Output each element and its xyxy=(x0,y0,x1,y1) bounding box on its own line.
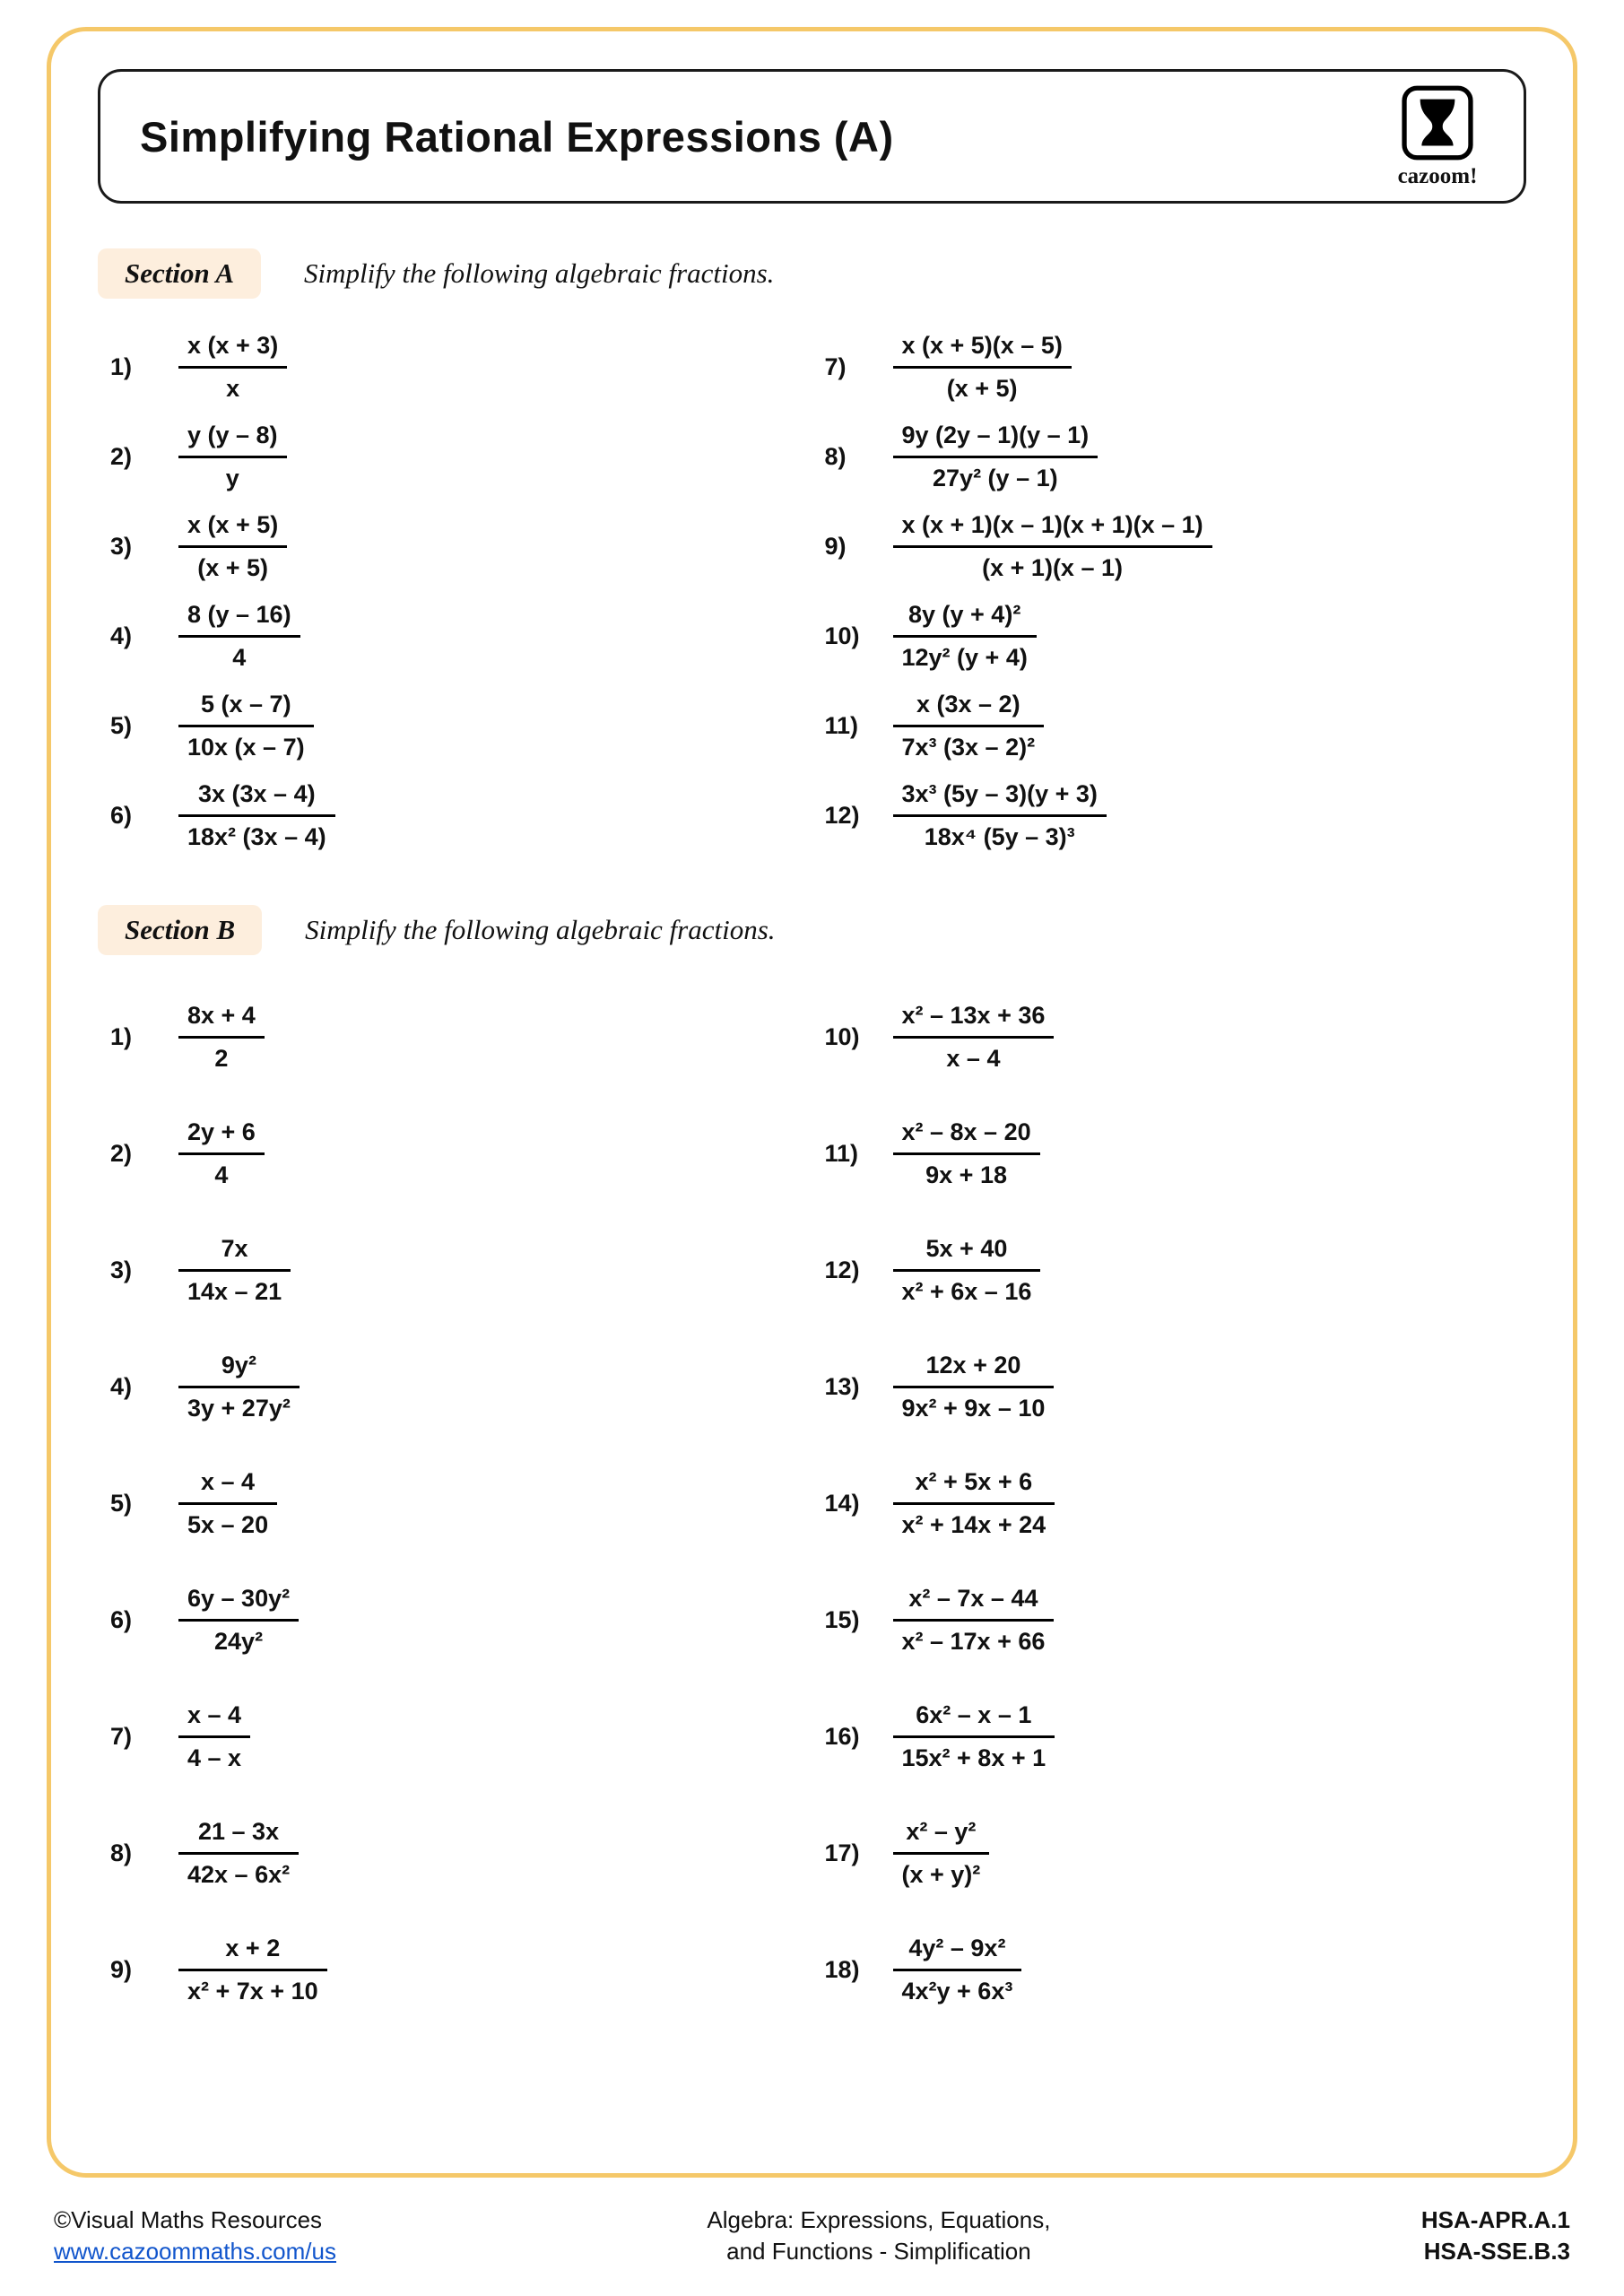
fraction-numerator: x (x + 5)(x – 5) xyxy=(893,332,1072,369)
problem xyxy=(98,780,812,851)
cazoom-logo xyxy=(1384,83,1491,189)
fraction xyxy=(178,511,287,582)
fraction-denominator: (x + 5) xyxy=(946,374,1018,402)
fraction-denominator: 42x – 6x² xyxy=(187,1860,291,1888)
page-title: Simplifying Rational Expressions (A) xyxy=(140,112,894,161)
fraction-denominator: 3y + 27y² xyxy=(187,1394,291,1422)
fraction-denominator: x xyxy=(226,374,240,402)
problem xyxy=(812,511,1527,582)
fraction-denominator: x² – 17x + 66 xyxy=(901,1627,1046,1655)
problem xyxy=(98,691,812,761)
problem-number: 9) xyxy=(824,532,847,560)
fraction xyxy=(178,1468,277,1539)
fraction xyxy=(178,1235,291,1306)
problem xyxy=(812,1002,1527,1073)
problem xyxy=(812,1118,1527,1189)
problem xyxy=(98,1701,812,1772)
problem-number: 3) xyxy=(110,532,133,560)
problem-number: 11) xyxy=(824,1139,859,1167)
footer xyxy=(54,2205,1570,2267)
footer-copyright-block xyxy=(54,2205,336,2267)
fraction-numerator: x (x + 5) xyxy=(178,511,287,548)
footer-standards-block xyxy=(1421,2205,1570,2267)
fraction-denominator: 9x² + 9x – 10 xyxy=(901,1394,1046,1422)
fraction-denominator: 10x (x – 7) xyxy=(187,733,305,761)
fraction xyxy=(893,780,1107,851)
problem xyxy=(98,601,812,672)
problem xyxy=(812,1352,1527,1422)
problem-number: 5) xyxy=(110,711,133,739)
fraction-numerator: x² + 5x + 6 xyxy=(893,1468,1055,1505)
fraction-numerator: x² – 13x + 36 xyxy=(893,1002,1055,1039)
fraction-numerator: x + 2 xyxy=(178,1935,327,1971)
fraction-numerator: y (y – 8) xyxy=(178,422,287,458)
problem xyxy=(98,1352,812,1422)
fraction-denominator: (x + 5) xyxy=(197,553,269,581)
section-b-header xyxy=(98,905,1526,955)
problem xyxy=(812,1585,1527,1656)
fraction xyxy=(178,1701,250,1772)
section-b-problems xyxy=(98,978,1526,2028)
fraction-numerator: 2y + 6 xyxy=(178,1118,265,1155)
fraction-denominator: 4x²y + 6x³ xyxy=(901,1977,1013,2005)
section-b-label: Section B xyxy=(98,905,262,955)
problem xyxy=(812,1701,1527,1772)
fraction-denominator: 12y² (y + 4) xyxy=(901,643,1028,671)
fraction-numerator: x (x + 1)(x – 1)(x + 1)(x – 1) xyxy=(893,511,1212,548)
problem-number: 3) xyxy=(110,1256,133,1283)
problem-number: 6) xyxy=(110,1605,133,1633)
fraction-denominator: 18x⁴ (5y – 3)³ xyxy=(924,822,1075,850)
problem-number: 12) xyxy=(824,801,860,829)
fraction xyxy=(893,422,1099,492)
problem xyxy=(98,1818,812,1889)
fraction xyxy=(178,1002,265,1073)
section-a-header xyxy=(98,248,1526,299)
problem-number: 7) xyxy=(110,1722,133,1750)
problem xyxy=(98,1935,812,2005)
fraction xyxy=(178,691,314,761)
fraction-numerator: 3x (3x – 4) xyxy=(178,780,335,817)
fraction xyxy=(178,780,335,851)
problem-number: 6) xyxy=(110,801,133,829)
fraction xyxy=(178,422,287,492)
problem xyxy=(98,511,812,582)
problem xyxy=(812,1235,1527,1306)
fraction-denominator: 4 xyxy=(214,1161,229,1188)
fraction-numerator: x – 4 xyxy=(178,1468,277,1505)
problem-number: 10) xyxy=(824,622,860,649)
fraction-numerator: x² – 8x – 20 xyxy=(893,1118,1040,1155)
problem xyxy=(98,1468,812,1539)
fraction-denominator: x² + 14x + 24 xyxy=(901,1510,1046,1538)
fraction-denominator: x² + 6x – 16 xyxy=(901,1277,1032,1305)
fraction xyxy=(178,1118,265,1189)
fraction-denominator: 18x² (3x – 4) xyxy=(187,822,326,850)
fraction-numerator: 5x + 40 xyxy=(893,1235,1041,1272)
fraction-numerator: x² – 7x – 44 xyxy=(893,1585,1055,1622)
fraction-denominator: 14x – 21 xyxy=(187,1277,282,1305)
cazoom-link[interactable]: www.cazoommaths.com/us xyxy=(54,2238,336,2266)
fraction-numerator: 5 (x – 7) xyxy=(178,691,314,727)
fraction xyxy=(893,1352,1055,1422)
problem xyxy=(812,691,1527,761)
fraction xyxy=(178,1352,300,1422)
fraction-numerator: x – 4 xyxy=(178,1701,250,1738)
problem xyxy=(98,1585,812,1656)
fraction-denominator: 2 xyxy=(214,1044,229,1072)
fraction-numerator: 8y (y + 4)² xyxy=(893,601,1037,638)
fraction-numerator: 8 (y – 16) xyxy=(178,601,300,638)
problem xyxy=(812,1935,1527,2005)
fraction-numerator: 9y² xyxy=(178,1352,300,1388)
fraction-numerator: 8x + 4 xyxy=(178,1002,265,1039)
fraction xyxy=(893,601,1037,672)
problem xyxy=(98,332,812,403)
problem-number: 7) xyxy=(824,352,847,380)
problem-number: 2) xyxy=(110,442,133,470)
standard-code-1: HSA-APR.A.1 xyxy=(1420,2206,1570,2233)
problem-number: 1) xyxy=(110,352,133,380)
fraction-denominator: 24y² xyxy=(214,1627,264,1655)
problem xyxy=(812,780,1527,851)
fraction xyxy=(178,1818,299,1889)
fraction xyxy=(893,1235,1041,1306)
fraction xyxy=(893,1002,1055,1073)
section-a-problems xyxy=(98,322,1526,860)
fraction-numerator: 21 – 3x xyxy=(178,1818,299,1855)
problem-number: 10) xyxy=(824,1022,860,1050)
fraction-denominator: (x + y)² xyxy=(901,1860,981,1888)
fraction xyxy=(178,1585,299,1656)
fraction-denominator: 27y² (y – 1) xyxy=(933,464,1058,491)
problem-number: 1) xyxy=(110,1022,133,1050)
fraction xyxy=(178,601,300,672)
problem-number: 9) xyxy=(110,1955,133,1983)
fraction-numerator: 6y – 30y² xyxy=(178,1585,299,1622)
fraction xyxy=(893,1118,1040,1189)
problem xyxy=(98,1235,812,1306)
problem xyxy=(812,1818,1527,1889)
problem xyxy=(812,1468,1527,1539)
worksheet-border xyxy=(47,27,1577,2178)
problem xyxy=(812,422,1527,492)
fraction-denominator: 7x³ (3x – 2)² xyxy=(901,733,1036,761)
section-b-instruction: Simplify the following algebraic fractions. xyxy=(305,914,776,945)
fraction xyxy=(893,511,1212,582)
fraction-denominator: 4 xyxy=(232,643,247,671)
fraction-denominator: x – 4 xyxy=(946,1044,1001,1072)
topic-line-2: and Functions - Simplification xyxy=(726,2238,1031,2266)
problem xyxy=(98,1118,812,1189)
problem-number: 17) xyxy=(824,1839,860,1866)
fraction xyxy=(893,1818,990,1889)
fraction xyxy=(893,332,1072,403)
topic-line-1: Algebra: Expressions, Equations, xyxy=(707,2206,1051,2233)
fraction-numerator: 6x² – x – 1 xyxy=(893,1701,1055,1738)
fraction-denominator: 9x + 18 xyxy=(925,1161,1007,1188)
copyright-text: ©Visual Maths Resources xyxy=(54,2206,323,2233)
standard-code-2: HSA-SSE.B.3 xyxy=(1423,2238,1570,2266)
fraction-numerator: 7x xyxy=(178,1235,291,1272)
fraction-numerator: 12x + 20 xyxy=(893,1352,1055,1388)
fraction xyxy=(893,691,1045,761)
fraction-denominator: 4 – x xyxy=(187,1744,242,1771)
problem-number: 4) xyxy=(110,1372,133,1400)
fraction-numerator: x (3x – 2) xyxy=(893,691,1045,727)
fraction-denominator: 5x – 20 xyxy=(187,1510,269,1538)
drum-logo-icon xyxy=(1398,83,1477,162)
fraction-numerator: 3x³ (5y – 3)(y + 3) xyxy=(893,780,1107,817)
problem-number: 13) xyxy=(824,1372,860,1400)
problem-number: 12) xyxy=(824,1256,860,1283)
fraction xyxy=(893,1935,1022,2005)
problem-number: 11) xyxy=(824,711,859,739)
problem-number: 18) xyxy=(824,1955,860,1983)
footer-topic-block xyxy=(707,2205,1050,2267)
problem-number: 4) xyxy=(110,622,133,649)
fraction-denominator: y xyxy=(225,464,239,491)
problem-number: 5) xyxy=(110,1489,133,1517)
section-a-instruction: Simplify the following algebraic fractions. xyxy=(304,257,775,289)
fraction xyxy=(893,1701,1055,1772)
fraction-numerator: x (x + 3) xyxy=(178,332,287,369)
title-box xyxy=(98,69,1526,204)
problem-number: 8) xyxy=(824,442,847,470)
problem xyxy=(812,332,1527,403)
fraction-denominator: 15x² + 8x + 1 xyxy=(901,1744,1046,1771)
section-a-label: Section A xyxy=(98,248,261,299)
problem-number: 15) xyxy=(824,1605,860,1633)
fraction-numerator: 9y (2y – 1)(y – 1) xyxy=(893,422,1099,458)
fraction-denominator: x² + 7x + 10 xyxy=(187,1977,318,2005)
problem xyxy=(98,422,812,492)
problem-number: 2) xyxy=(110,1139,133,1167)
logo-text: cazoom! xyxy=(1397,164,1478,188)
problem-number: 16) xyxy=(824,1722,860,1750)
fraction xyxy=(893,1468,1055,1539)
problem xyxy=(98,1002,812,1073)
problem-number: 8) xyxy=(110,1839,133,1866)
fraction xyxy=(178,1935,327,2005)
problem xyxy=(812,601,1527,672)
fraction xyxy=(893,1585,1055,1656)
fraction-numerator: x² – y² xyxy=(893,1818,990,1855)
problem-number: 14) xyxy=(824,1489,860,1517)
fraction-numerator: 4y² – 9x² xyxy=(893,1935,1022,1971)
fraction xyxy=(178,332,287,403)
fraction-denominator: (x + 1)(x – 1) xyxy=(982,553,1123,581)
